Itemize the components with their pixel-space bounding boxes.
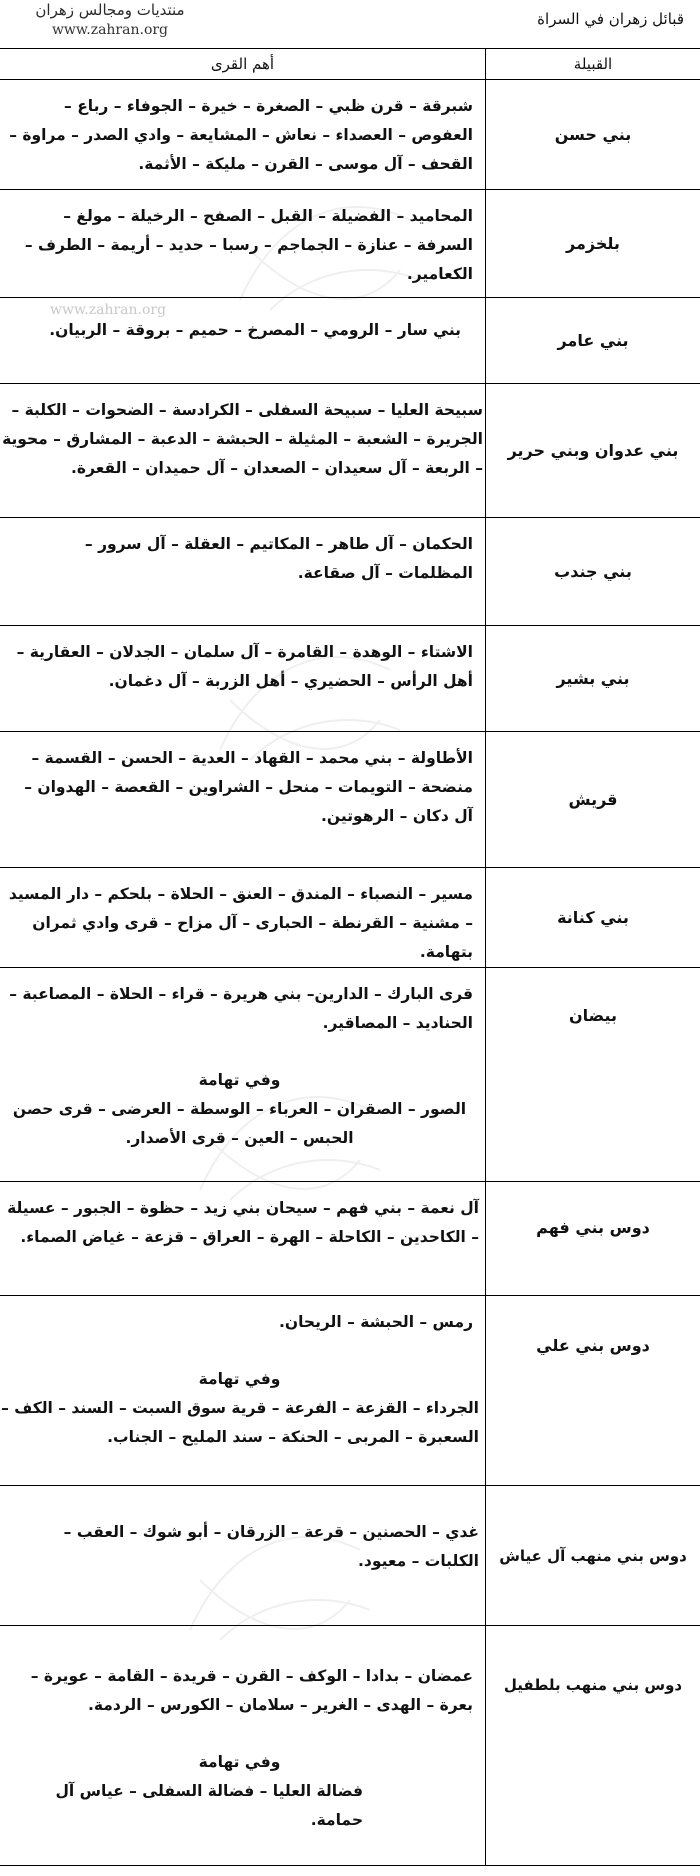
tribe-name: بني عدوان وبني حرير: [486, 384, 700, 518]
villages-text: بني سار – الرومي – المصرخ – حميم – بروقة – الربيان.: [49, 321, 461, 339]
tribe-name: قريش: [486, 732, 700, 868]
tihama-heading: وفي تهامة: [198, 1370, 281, 1388]
header-villages: أهم القرى: [0, 49, 486, 80]
table-row: [0, 1296, 700, 1486]
villages-text: قرى البارك – الدارين– بني هريرة – قراء – الحلاة – المصاعبة – الحناديد – المصاقير.: [9, 985, 473, 1032]
tribe-name: بني عامر: [486, 298, 700, 384]
tihama-villages: الصور – الصقران – العرباء – الوسطة – العرضى – قرى حصن الحبس – العين – قرى الأصدار.: [12, 1100, 467, 1147]
villages-text: مسير – النصباء – المندق – العنق – الحلاة – بلحكم – دار المسيد – مشنية – القرنطة – الحبارى – آل مزاح – قرى وادي ثمران بتهامة.: [8, 885, 473, 961]
villages-text: المحاميد – الفضيلة – القبل – الصفح – الرخيلة – مولغ – السرفة – عنازة – الجماجم – رسبا – حديد – أريمة – الطرف – الكعامير.: [24, 207, 473, 283]
villages-list: [0, 968, 486, 1182]
villages-list: [0, 626, 486, 732]
villages-list: [0, 518, 486, 626]
forum-name: منتديات ومجالس زهران: [35, 1, 185, 19]
tribe-name: بني جندب: [486, 518, 700, 626]
site-watermark-text: www.zahran.org: [50, 302, 167, 318]
table-row: [0, 190, 700, 298]
tribe-name: دوس بني منهب آل عياش: [486, 1486, 700, 1626]
villages-list: [0, 732, 486, 868]
villages-list: [0, 868, 486, 968]
tribe-name: بيضان: [486, 968, 700, 1182]
table-row: [0, 968, 700, 1182]
villages-text: غدي – الحصنين – قرعة – الزرقان – أبو شوك – العقب – الكلبات – معيود.: [63, 1523, 479, 1570]
document-title: قبائل زهران في السراة: [537, 10, 684, 28]
villages-text: الأطاولة – بني محمد – القهاد – العدية – الحسن – القسمة – منضحة – التويمات – منحل – الشراوين – القعصة – الهدوان – آل دكان – الرهوتين.: [24, 749, 473, 825]
tribe-name: دوس بني علي: [486, 1296, 700, 1486]
villages-text: آل نعمة – بني فهم – سيحان بني زيد – حظوة – الجبور – عسيلة – الكاحدين – الكاحلة – الهرة – العراق – قزعة – غياض الصماء.: [7, 1199, 479, 1246]
tribe-name: دوس بني منهب بلطفيل: [486, 1626, 700, 1866]
villages-list: [0, 190, 486, 298]
villages-list: [0, 1296, 486, 1486]
villages-list: [0, 1626, 486, 1866]
tribe-name: بلخزمر: [486, 190, 700, 298]
villages-text: رمس – الحبشة – الريحان.: [278, 1313, 473, 1331]
table-row: [0, 1486, 700, 1626]
table-row: [0, 868, 700, 968]
villages-list: [0, 1182, 486, 1296]
table-row: [0, 732, 700, 868]
villages-text: سبيحة العليا – سبيحة السفلى – الكرادسة – الضحوات – الكلبة – الجريرة – الشعبة – المثيلة – الحبشة – الدعبة – المشارق – محوية – الربعة – آل سعيدان – الصعدان – آل حميدان – القعرة.: [2, 401, 483, 477]
villages-text: عمضان – بدادا – الوكف – القرن – قريدة – القامة – عويرة – بعرة – الهدى – الغرير – سلامان – الكورس – الردمة.: [30, 1667, 473, 1714]
tihama-heading: وفي تهامة: [198, 1753, 281, 1771]
villages-list: [0, 80, 486, 190]
villages-text: الحكمان – آل طاهر – المكاتيم – العقلة – آل سرور – المظلمات – آل صقاعة.: [84, 535, 473, 582]
villages-list: [0, 384, 486, 518]
villages-text: شبرقة – قرن ظبي – الصغرة – خيرة – الجوفاء – رباع – العفوص – العصداء – نعاش – المشايعة – وادي الصدر – مراوة – القحف – آل موسى – القرن – مليكة – الأثمة.: [9, 97, 473, 173]
villages-text: الاشتاء – الوهدة – القامرة – آل سلمان – الجدلان – العقارية – أهل الرأس – الحضيري – أهل الزربة – آل دغمان.: [16, 643, 473, 690]
table-row: [0, 518, 700, 626]
table-row: [0, 626, 700, 732]
table-row: [0, 1182, 700, 1296]
tihama-villages: فضالة العليا – فضالة السفلى – عياس آل حمامة.: [55, 1782, 363, 1829]
tihama-villages: الجرداء – القزعة – الفرعة – قرية سوق السبت – السند – الكف – السعبرة – المربى – الحنكة – سند المليح – الجناب.: [1, 1399, 479, 1446]
table-row: [0, 1626, 700, 1866]
tribe-name: بني حسن: [486, 80, 700, 190]
forum-url: www.zahran.org: [51, 22, 169, 38]
tribes-table: [0, 48, 700, 1866]
tribe-name: دوس بني فهم: [486, 1182, 700, 1296]
table-row: [0, 384, 700, 518]
tribe-name: بني بشير: [486, 626, 700, 732]
forum-watermark: [10, 0, 210, 40]
tihama-heading: وفي تهامة: [198, 1071, 281, 1089]
tribe-name: بني كنانة: [486, 868, 700, 968]
table-row: [0, 80, 700, 190]
villages-list: [0, 1486, 486, 1626]
table-header-row: [0, 49, 700, 80]
header-tribe: القبيلة: [486, 49, 700, 80]
